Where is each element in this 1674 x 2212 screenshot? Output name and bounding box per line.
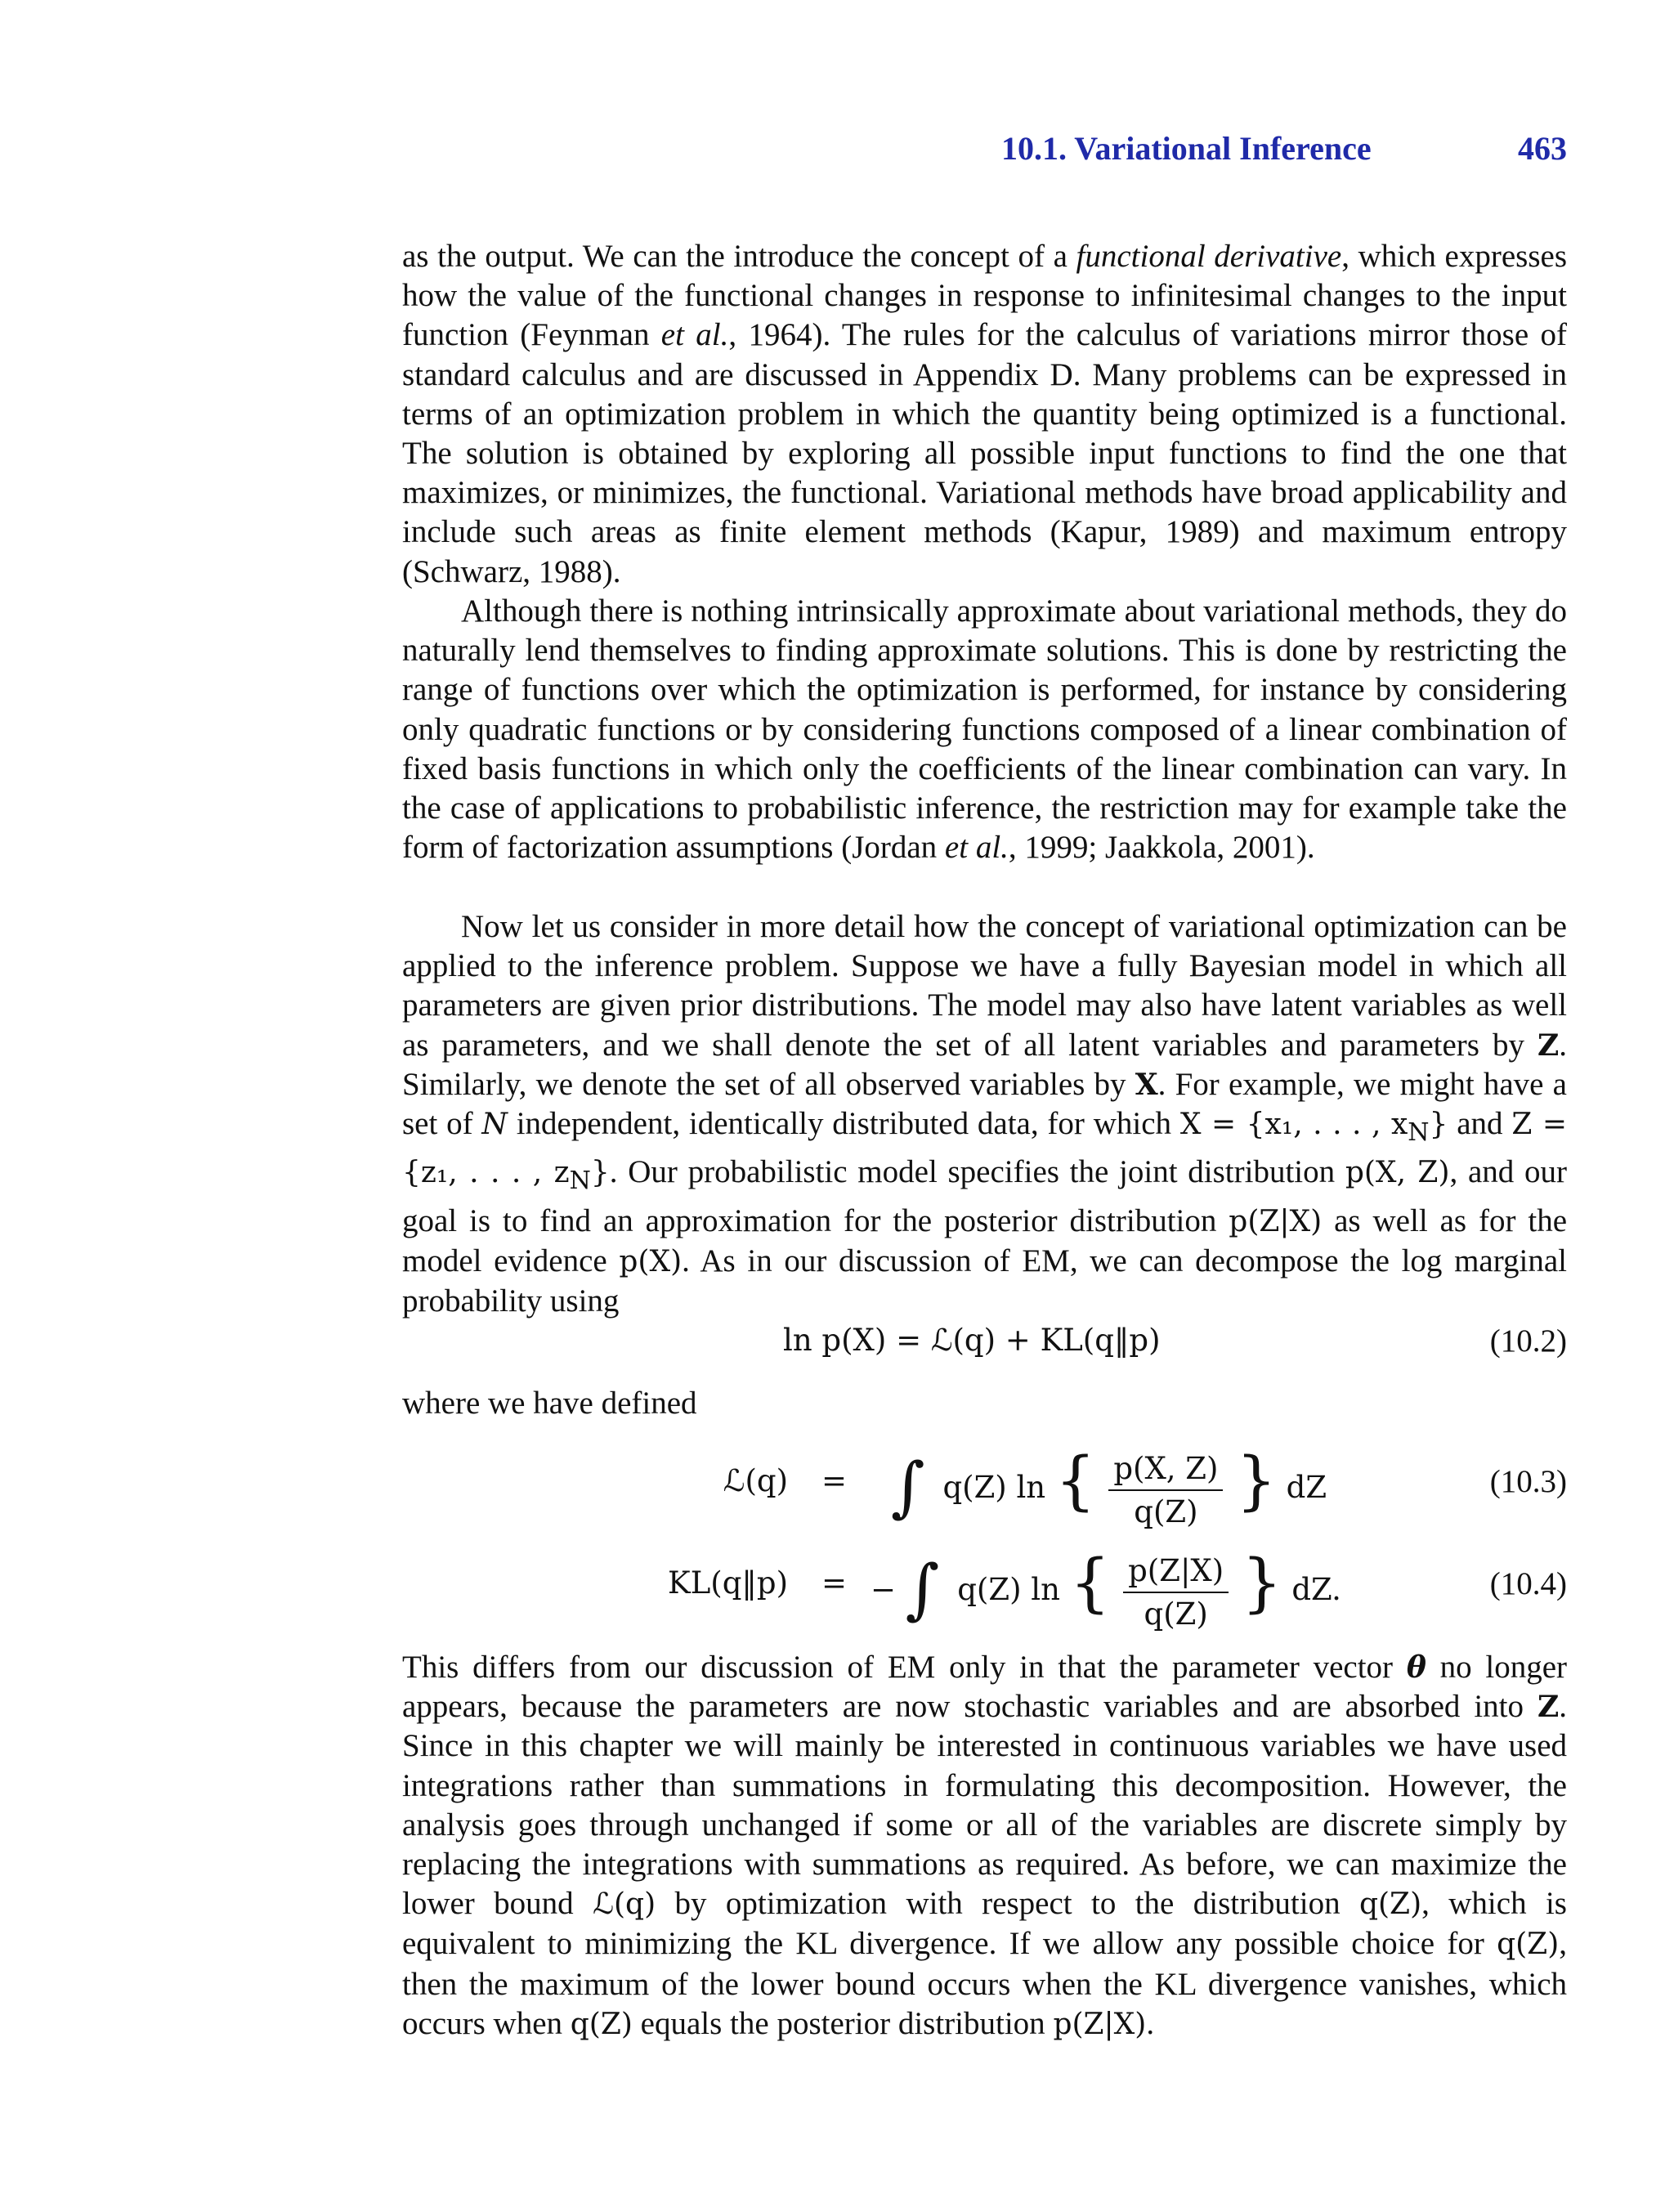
fraction-denominator: q(Z) [1144,1596,1208,1632]
text-run: . Our probabilistic model specifies the joint distribution [609,1154,1345,1190]
text-run: . Since in this chapter we will mainly be interested in continuous variables we have used integrations rather than summations in formulating this decomposition. However, the analysis goes through unchanged if some or all of the variables are discrete simply by replacing the integrations with summations as required. As before, we can maximize the lower bound [402,1689,1567,1922]
math-part: } [1429,1108,1448,1142]
paragraph-3 [402,907,1567,1321]
fraction [1108,1451,1223,1529]
emphasis: functional derivative [1076,239,1342,274]
math-part: Z = {z₁, . . . , z [402,1108,1568,1190]
left-brace: { [1069,1547,1111,1620]
text-run: . As in our discussion of EM, we can decompose the log marginal probability using [402,1243,1567,1319]
equation-10-4-rhs [871,1539,1341,1632]
math-sub: N [569,1166,591,1196]
math-inline: q(Z) [570,2007,633,2041]
math-inline: ℒ(q) [593,1887,656,1922]
math-X: X [1135,1067,1158,1102]
equation-10-3-rhs [891,1437,1327,1529]
math-inline: q(Z) [1358,1887,1422,1922]
page-number: 463 [1518,130,1567,167]
text-run: as well as for the model evidence [402,1202,1568,1278]
text-run: . [1146,2005,1155,2041]
math-part: dZ [1286,1470,1327,1505]
math-part: q(Z) ln [942,1470,1046,1505]
paragraph-1 [402,237,1567,592]
equation-10-2: ln p(X) = ℒ(q) + KL(q‖p) [783,1323,1161,1358]
math-inline: p(X, Z) [1345,1156,1450,1190]
text-run: . For example, we might have a set of [402,1066,1567,1142]
equation-10-4-lhs: KL(q‖p) [668,1565,788,1601]
math-N: N [481,1108,508,1142]
emphasis: et al. [660,317,729,353]
text-run: and [1448,1106,1512,1142]
math-sub: N [1408,1118,1430,1148]
equation-number: (10.4) [1489,1566,1567,1601]
math-part: } [590,1156,610,1190]
fraction-numerator: p(X, Z) [1108,1451,1223,1491]
math-Z: Z [1537,1028,1560,1063]
math-part: q(Z) ln [957,1572,1060,1607]
equation-10-3-lhs: ℒ(q) [723,1463,788,1498]
text-run: no longer appears, because the parameters are now stochastic variables and are absorbed into [402,1650,1567,1725]
integral-sign: ∫ [905,1551,940,1627]
text-run: , which is equivalent to minimizing the KL divergence. If we allow any possible choice for [402,1886,1567,1962]
math-part: dZ. [1291,1572,1341,1607]
equation-number: (10.2) [1489,1323,1567,1359]
equals-sign: = [821,1565,848,1601]
text-run: , 1999; Jaakkola, 2001). [1008,830,1315,866]
fraction [1123,1553,1229,1632]
math-inline: p(Z|X) [1229,1204,1323,1238]
fraction-numerator: p(Z|X) [1123,1553,1229,1593]
text-run: This differs from our discussion of EM only in that the parameter vector [402,1650,1407,1685]
text-run: Although there is nothing intrinsically approximate about variational methods, they do naturally lend themselves to finding approximate solutions. This is done by restricting the range of functions over which the optimization is performed, for instance by considering only quadratic functions or by considering functions composed of a linear combination of fixed basis functions in which only the coefficients of the linear combination can vary. In the case of applications to probabilistic inference, the restriction may for example take the form of factorization assumptions (Jordan [402,593,1567,866]
text-run: by optimization with respect to the distribution [656,1886,1359,1922]
math-inline: q(Z) [1497,1928,1560,1962]
math-part: X = {x₁, . . . , x [1179,1108,1408,1142]
left-brace: { [1054,1444,1096,1518]
text-run: as the output. We can the introduce the concept of a [402,239,1076,274]
text-run: , 1964). The rules for the calculus of variations mirror those of standard calculus and are discussed in Appendix D. Many problems can be expressed in terms of an optimization problem in which the quantity being optimized is a functional. The solution is obtained by exploring all possible input functions to find the one that maximizes, or minimizes, the functional. Variational methods have broad applicability and include such areas as finite element methods (Kapur, 1989) and maximum entropy (Schwarz, 1988). [402,317,1567,589]
math-inline [1179,1108,1448,1148]
minus-sign: − [871,1572,897,1607]
integral-sign: ∫ [891,1449,925,1525]
paragraph-4 [402,1648,1567,2044]
text-run: . Similarly, we denote the set of all observed variables by [402,1027,1567,1102]
right-brace: } [1236,1444,1277,1518]
math-inline: p(Z|X) [1053,2007,1147,2041]
where-text: where we have defined [402,1386,697,1421]
equals-sign: = [821,1463,848,1498]
text-run: , then the maximum of the lower bound occurs when the KL divergence vanishes, which occurs when [402,1926,1567,2041]
math-theta: θ [1406,1650,1426,1685]
math-inline: p(X) [619,1245,683,1278]
section-title: 10.1. Variational Inference [1001,130,1372,167]
emphasis: et al. [944,830,1009,866]
text-run: independent, identically distributed data, for which [507,1106,1180,1142]
math-Z: Z [1537,1690,1560,1725]
fraction-denominator: q(Z) [1134,1493,1198,1529]
text-run: , and our goal is to find an approximation for the posterior distribution [402,1154,1567,1238]
right-brace: } [1241,1547,1282,1620]
paragraph-2 [402,592,1567,867]
equation-number: (10.3) [1489,1464,1567,1499]
text-run: Now let us consider in more detail how the concept of variational optimization can be applied to the inference problem. Suppose we have a fully Bayesian model in which all parameters are given prior distributions. The model may also have latent variables as well as parameters, and we shall denote the set of all latent variables and parameters by [402,909,1567,1063]
text-run: equals the posterior distribution [632,2005,1054,2041]
running-header [1001,129,1567,175]
text-run: , which expresses how the value of the functional changes in response to infinitesimal changes to the input function (Feynman [402,239,1568,353]
